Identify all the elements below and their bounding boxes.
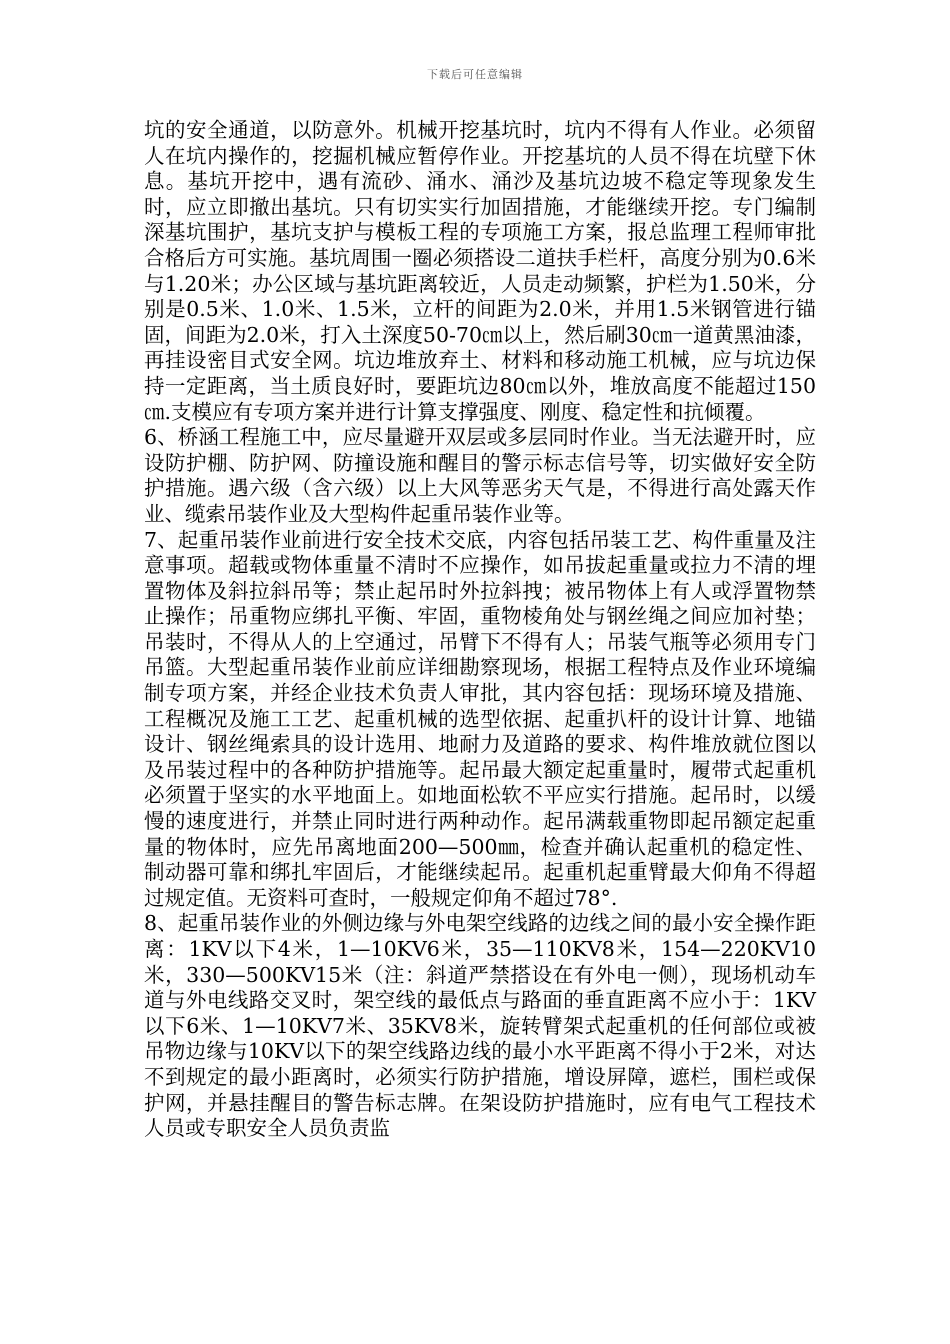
body-text [144,118,816,1142]
header-note: 下载后可任意编辑 [427,68,523,81]
paragraph-bridge-construction: 6、桥涵工程施工中，应尽量避开双层或多层同时作业。当无法避开时，应设防护棚、防护网、防撞设施和醒目的警示标志信号等，切实做好安全防护措施。遇六级（含六级）以上大风等恶劣天气是，不得进行高处露天作业、缆索吊装作业及大型构件起重吊装作业等。 [144,425,816,526]
paragraph-excavation-safety: 坑的安全通道，以防意外。机械开挖基坑时，坑内不得有人作业。必须留人在坑内操作的，挖掘机械应暂停作业。开挖基坑的人员不得在坑壁下休息。基坑开挖中，遇有流砂、涌水、涌沙及基坑边坡不稳定等现象发生时，应立即撤出基坑。只有切实实行加固措施，才能继续开挖。专门编制深基坑围护，基坑支护与模板工程的专项施工方案，报总监理工程师审批合格后方可实施。基坑周围一圈必须搭设二道扶手栏杆，高度分别为0.6米与1.20米；办公区域与基坑距离较近，人员走动频繁，护栏为1.50米，分别是0.5米、1.0米、1.5米，立杆的间距为2.0米，并用1.5米钢管进行锚固，间距为2.0米，打入土深度50-70㎝以上，然后刷30㎝一道黄黑油漆，再挂设密目式安全网。坑边堆放弃土、材料和移动施工机械，应与坑边保持一定距离，当土质良好时，要距坑边80㎝以外，堆放高度不能超过150㎝.支模应有专项方案并进行计算支撑强度、刚度、稳定性和抗倾覆。 [144,118,816,424]
paragraph-power-line-distance: 8、起重吊装作业的外侧边缘与外电架空线路的边线之间的最小安全操作距离：1KV以下4米，1—10KV6米，35—110KV8米，154—220KV10米，330—500KV15米（注：斜道严禁搭设在有外电一侧），现场机动车道与外电线路交叉时，架空线的最低点与路面的垂直距离不应小于：1KV以下6米、1—10KV7米、35KV8米，旋转臂架式起重机的任何部位或被吊物边缘与10KV以下的架空线路边线的最小水平距离不得小于2米，对达不到规定的最小距离时，必须实行防护措施，增设屏障，遮栏，围栏或保护网，并悬挂醒目的警告标志牌。在架设防护措施时，应有电气工程技术人员或专职安全人员负责监 [144,911,816,1141]
paragraph-lifting-operations: 7、起重吊装作业前进行安全技术交底，内容包括吊装工艺、构件重量及注意事项。超载或物体重量不清时不应操作，如吊拔起重量或拉力不清的埋置物体及斜拉斜吊等；禁止起吊时外拉斜拽；被吊物体上有人或浮置物禁止操作；吊重物应绑扎平衡、牢固，重物棱角处与钢丝绳之间应加衬垫；吊装时，不得从人的上空通过，吊臂下不得有人；吊装气瓶等必须用专门吊篮。大型起重吊装作业前应详细勘察现场，根据工程特点及作业环境编制专项方案，并经企业技术负责人审批，其内容包括：现场环境及措施、工程概况及施工工艺、起重机械的选型依据、起重扒杆的设计计算、地锚设计、钢丝绳索具的设计选用、地耐力及道路的要求、构件堆放就位图以及吊装过程中的各种防护措施等。起吊最大额定起重量时，履带式起重机必须置于坚实的水平地面上。如地面松软不平应实行措施。起吊时，以缓慢的速度进行，并禁止同时进行两种动作。起吊满载重物即起吊额定起重量的物体时，应先吊离地面200—500㎜，检查并确认起重机的稳定性、制动器可靠和绑扎牢固后，才能继续起吊。起重机起重臂最大仰角不得超过规定值。无资料可查时，一般规定仰角不超过78°. [144,527,816,910]
